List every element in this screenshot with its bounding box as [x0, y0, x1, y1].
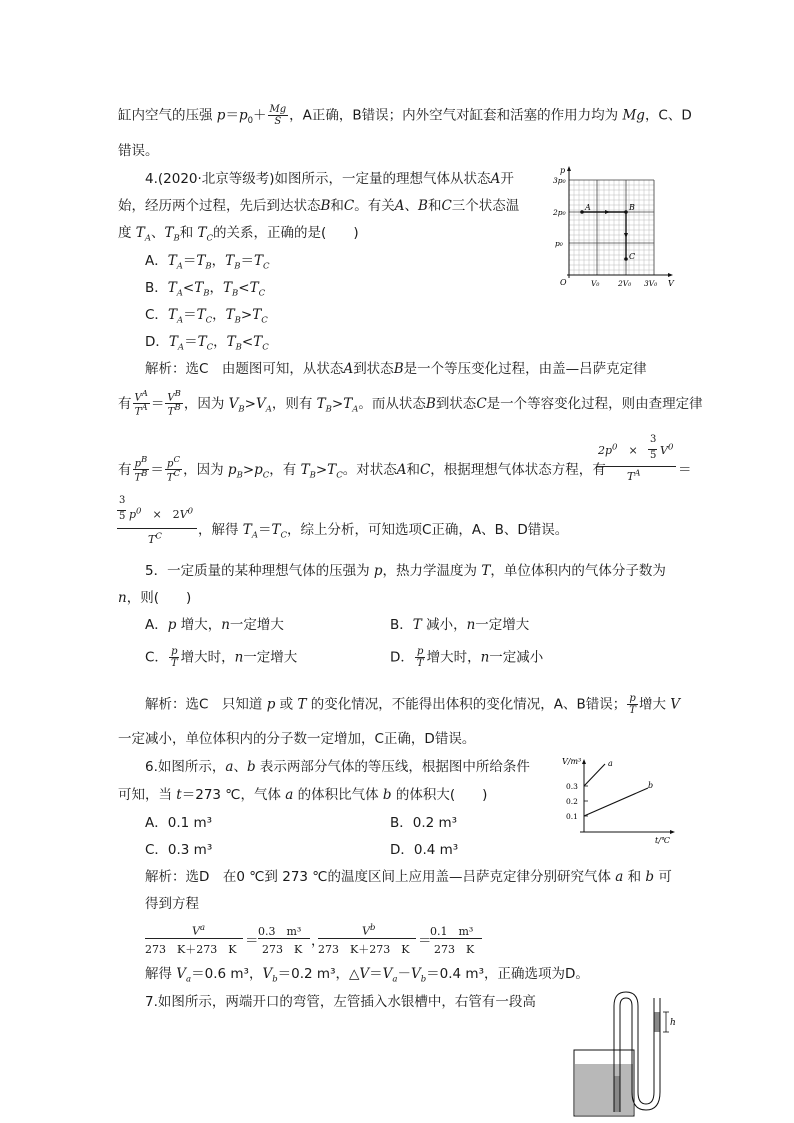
- option-b[interactable]: B．0.2 m³: [390, 815, 458, 831]
- option-a[interactable]: A．$T_A=T_B$，$T_B=T_C$: [145, 253, 270, 272]
- solution-text: ，解得 $T_A=T_C$，综上分析，可知选项C正确，A、B、D错误。: [198, 522, 569, 541]
- fraction-p-t: $\frac{p}{T}$: [170, 646, 178, 669]
- fraction-pc-tc: $\frac{p^C}{T^C}$: [166, 455, 181, 484]
- y-tick-label: 3p₀: [553, 176, 566, 185]
- height-label-h: h: [670, 1018, 676, 1028]
- solution-text: 解得 $V_a=0.6$ m³，$V_b=0.2$ m³，$\triangle V=V_a-V_b=0.4$ m³，正确选项为D。: [145, 966, 589, 985]
- text-line: 错误。: [118, 143, 159, 159]
- option-c[interactable]: C．$T_A=T_C$，$T_B>T_C$: [145, 307, 268, 326]
- v-t-graph: [560, 756, 685, 846]
- fraction-va-ta: $\frac{V^A}{T^A}$: [134, 389, 148, 418]
- question-6-stem: 可知，当 t＝273 ℃，气体 a 的体积比气体 b 的体积大( ): [118, 787, 488, 803]
- line-label-a: a: [608, 759, 613, 768]
- line-b: [584, 788, 648, 816]
- option-c[interactable]: C．0.3 m³: [145, 842, 213, 858]
- point-label-a: A: [585, 203, 591, 212]
- pv-diagram: [552, 165, 677, 290]
- x-axis-label: t/℃: [655, 836, 670, 845]
- option-b[interactable]: B．$T_A<T_B$，$T_B<T_C$: [145, 280, 266, 299]
- solution-text: 解析：选C 由题图可知，从状态A到状态B是一个等压变化过程，由盖—吕萨克定律: [145, 361, 647, 377]
- y-axis-label: p: [560, 166, 566, 175]
- question-5-stem: 5．一定质量的某种理想气体的压强为 p，热力学温度为 T，单位体积内的气体分子数为: [145, 563, 666, 579]
- option-a[interactable]: A．p 增大，n一定增大: [145, 617, 284, 633]
- y-tick-label: 2p₀: [553, 208, 566, 217]
- point-label-c: C: [629, 252, 636, 261]
- fraction-pb-tb: $\frac{p^B}{T^B}$: [134, 455, 148, 484]
- y-tick-label: 0.3: [566, 782, 578, 791]
- option-c[interactable]: C． $\frac{p}{T}$ 增大时，n一定增大: [145, 646, 298, 669]
- question-4-stem: 度 $T_A$、$T_B$和 $T_C$的关系，正确的是( ): [118, 225, 359, 244]
- y-tick-label: 0.2: [566, 797, 578, 806]
- text-line: 缸内空气的压强 $p=p_0+$ $\frac{Mg}{S}$ ，A正确，B错误；内外空气对缸套和活塞的作用力均为 Mg，C、D: [118, 104, 692, 127]
- fraction-p-t: $\frac{p}{T}$: [629, 693, 636, 716]
- fraction-mg-s: $\frac{Mg}{S}$: [269, 104, 287, 127]
- question-5-stem: n，则( ): [118, 590, 192, 606]
- bent-tube-diagram: [566, 988, 686, 1120]
- solution-text: 有 $\frac{p^B}{T^B}$ ＝ $\frac{p^C}{T^C}$ ，因为 $p_B>p_C$，有 $T_B>T_C$。对状态A和C，根据理想气体状态方程，有: [118, 455, 606, 484]
- x-tick-label: V₀: [591, 279, 600, 288]
- x-axis-label: V: [668, 279, 674, 288]
- fraction-vb-tb: $\frac{V^B}{T^B}$: [167, 389, 181, 418]
- mercury-level: [575, 1064, 633, 1115]
- question-7-stem: 7.如图所示，两端开口的弯管，左管插入水银槽中，右管有一段高: [145, 994, 536, 1010]
- question-4-stem: 4.(2020·北京等级考)如图所示，一定量的理想气体从状态A开: [145, 171, 514, 187]
- question-6-stem: 6.如图所示，a、b 表示两部分气体的等压线，根据图中所给条件: [145, 759, 530, 775]
- option-d[interactable]: D．0.4 m³: [390, 842, 459, 858]
- fraction-p-t: $\frac{p}{T}$: [416, 646, 424, 669]
- point-label-b: B: [629, 203, 635, 212]
- question-4-stem: 始，经历两个过程，先后到达状态B和C。有关A、B和C三个状态温: [118, 198, 520, 214]
- option-b[interactable]: B．T 减小，n一定增大: [390, 617, 530, 633]
- option-d[interactable]: D．$T_A=T_C$，$T_B<T_C$: [145, 334, 269, 353]
- y-tick-label: 0.1: [566, 812, 578, 821]
- x-tick-label: 3V₀: [644, 279, 658, 288]
- option-d[interactable]: D． $\frac{p}{T}$ 增大时，n一定减小: [390, 646, 544, 669]
- y-tick-label: p₀: [555, 239, 563, 248]
- solution-text: 解析：选D 在0 ℃到 273 ℃的温度区间上应用盖—吕萨克定律分别研究气体 a 和 b 可: [145, 869, 672, 885]
- origin-label: O: [560, 278, 567, 287]
- grid: [569, 180, 654, 275]
- y-axis-label: V/m³: [562, 757, 582, 766]
- mercury-column: [655, 1012, 660, 1032]
- solution-text: 得到方程: [145, 896, 199, 912]
- line-label-b: b: [648, 781, 654, 790]
- solution-text: 一定减小，单位体积内的分子数一定增加，C正确，D错误。: [118, 731, 476, 747]
- solution-text: 解析：选C 只知道 p 或 T 的变化情况，不能得出体积的变化情况，A、B错误； $\frac{p}{T}$ 增大 V: [145, 693, 680, 716]
- line-a: [584, 764, 605, 786]
- x-tick-label: 2V₀: [618, 279, 632, 288]
- solution-text: 有 $\frac{V^A}{T^A}$ ＝ $\frac{V^B}{T^B}$ ，因为 $V_B>V_A$，则有 $T_B>T_A$。而从状态B到状态C是一个等容变化过程，则由查理定律: [118, 389, 703, 418]
- tube-mercury-left: [615, 1076, 620, 1112]
- option-a[interactable]: A．0.1 m³: [145, 815, 213, 831]
